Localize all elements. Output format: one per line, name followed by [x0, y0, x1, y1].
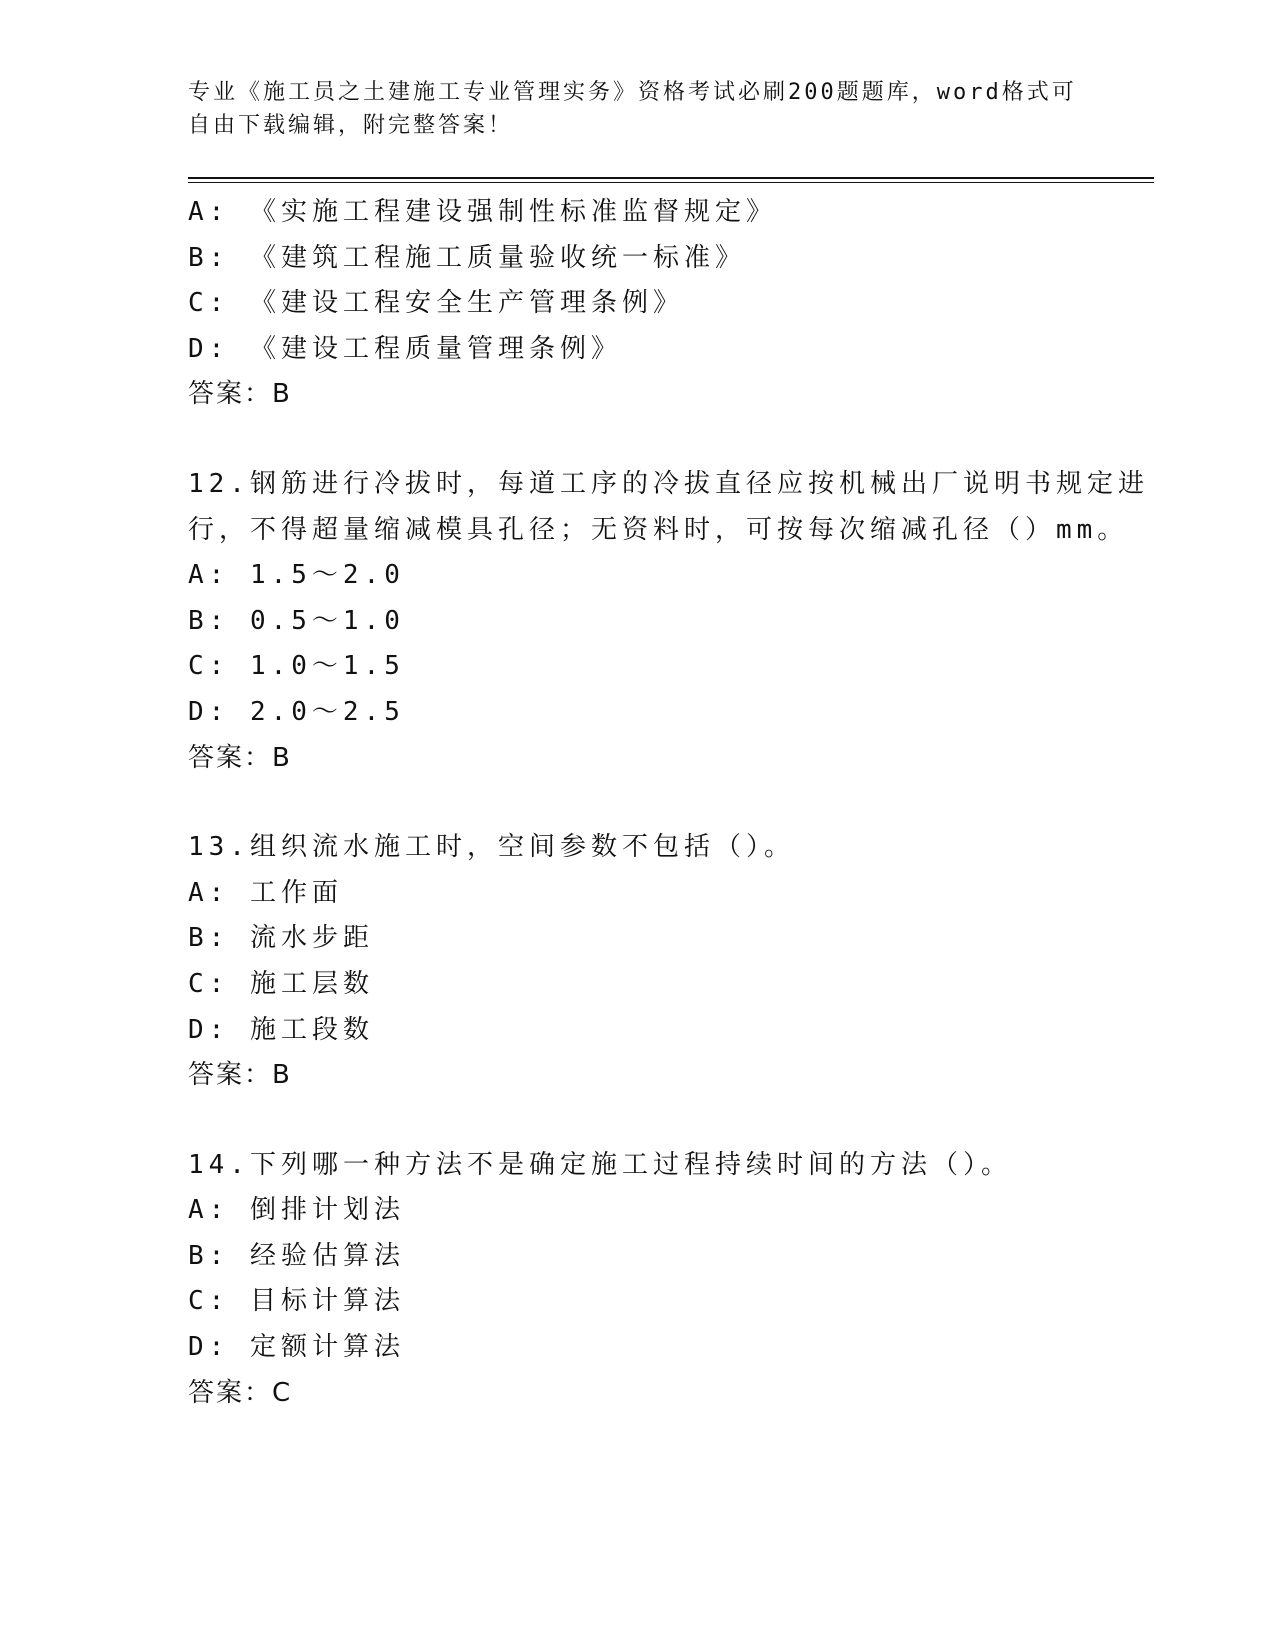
header-divider-thick	[188, 177, 1154, 179]
option-a: A: 1.5～2.0	[188, 560, 405, 591]
question-text: 14.下列哪一种方法不是确定施工过程持续时间的方法（）。	[188, 1149, 1012, 1180]
answer: 答案：B	[188, 379, 292, 410]
option-c: C: 目标计算法	[188, 1286, 405, 1317]
option-d: D: 《建设工程质量管理条例》	[188, 333, 622, 364]
option-a: A: 《实施工程建设强制性标准监督规定》	[188, 197, 777, 227]
header-divider-thin	[188, 182, 1154, 183]
question-14	[188, 1143, 1128, 1417]
option-d: D: 施工段数	[188, 1014, 374, 1045]
option-b: B: 《建筑工程施工质量验收统一标准》	[188, 242, 746, 273]
header-line-2: 自由下载编辑，附完整答案！	[188, 113, 514, 138]
option-a: A: 倒排计划法	[188, 1195, 405, 1226]
question-text-line-1: 12.钢筋进行冷拔时，每道工序的冷拔直径应按机械出厂说明书规定进	[188, 468, 1149, 499]
option-a: A: 工作面	[188, 877, 343, 908]
option-b: B: 0.5～1.0	[188, 605, 405, 636]
answer: 答案：B	[188, 742, 292, 773]
option-b: B: 经验估算法	[188, 1240, 405, 1271]
answer: 答案：B	[188, 1060, 292, 1091]
header-line-1: 专业《施工员之土建施工专业管理实务》资格考试必刷200题题库，word格式可	[188, 80, 1077, 105]
option-c: C: 《建设工程安全生产管理条例》	[188, 288, 684, 319]
question-11-continued	[188, 190, 1128, 418]
option-c: C: 施工层数	[188, 968, 374, 999]
answer: 答案：C	[188, 1377, 293, 1408]
option-c: C: 1.0～1.5	[188, 651, 405, 682]
question-text: 13.组织流水施工时，空间参数不包括（）。	[188, 832, 795, 863]
question-text-line-2: 行，不得超量缩减模具孔径；无资料时，可按每次缩减孔径（）mm。	[188, 514, 1129, 545]
option-d: D: 定额计算法	[188, 1332, 405, 1363]
question-12	[188, 462, 1149, 781]
question-list	[188, 190, 1149, 1460]
question-13	[188, 825, 1128, 1099]
document-header	[188, 76, 1088, 142]
option-b: B: 流水步距	[188, 923, 374, 954]
option-d: D: 2.0～2.5	[188, 696, 405, 727]
